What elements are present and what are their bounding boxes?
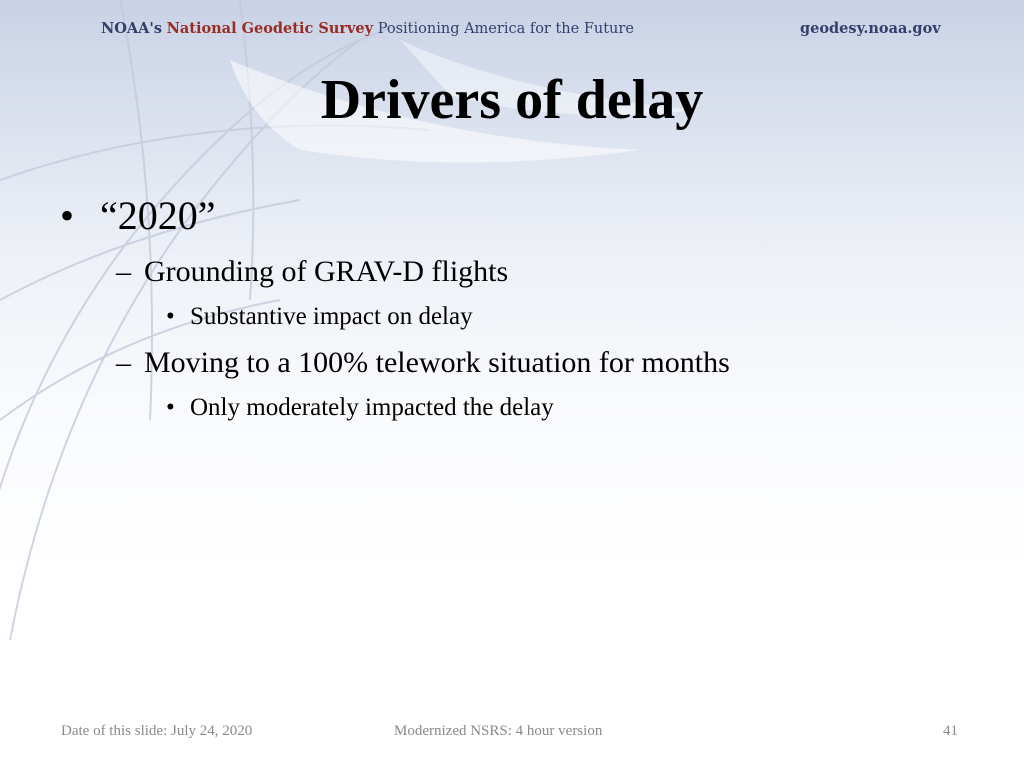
bullet-text: “2020” <box>100 193 216 238</box>
bullet-icon: • <box>166 394 175 421</box>
bullet-text: Substantive impact on delay <box>190 303 473 330</box>
bullet-level-2 <box>116 254 508 290</box>
bullet-text: Only moderately impacted the delay <box>190 394 554 421</box>
bullet-text: Moving to a 100% telework situation for months <box>144 346 730 379</box>
bullet-icon: • <box>166 303 175 330</box>
footer-version: Modernized NSRS: 4 hour version <box>394 723 603 739</box>
footer-date: Date of this slide: July 24, 2020 <box>61 723 253 739</box>
survey-name: National Geodetic Survey <box>166 20 374 37</box>
slide-title: Drivers of delay <box>320 69 704 131</box>
bullet-level-1 <box>60 192 216 240</box>
bullet-level-3 <box>166 393 554 423</box>
dash-icon: – <box>116 255 131 288</box>
tagline: Positioning America for the Future <box>377 21 634 37</box>
bullet-text: Grounding of GRAV-D flights <box>144 255 509 288</box>
bullet-icon: • <box>60 193 75 238</box>
bullet-level-3 <box>166 302 473 332</box>
bullet-level-2 <box>116 345 730 381</box>
page-number: 41 <box>943 723 958 739</box>
website-link[interactable]: geodesy.noaa.gov <box>800 20 941 37</box>
dash-icon: – <box>116 346 131 379</box>
agency-name: NOAA's <box>101 20 162 37</box>
